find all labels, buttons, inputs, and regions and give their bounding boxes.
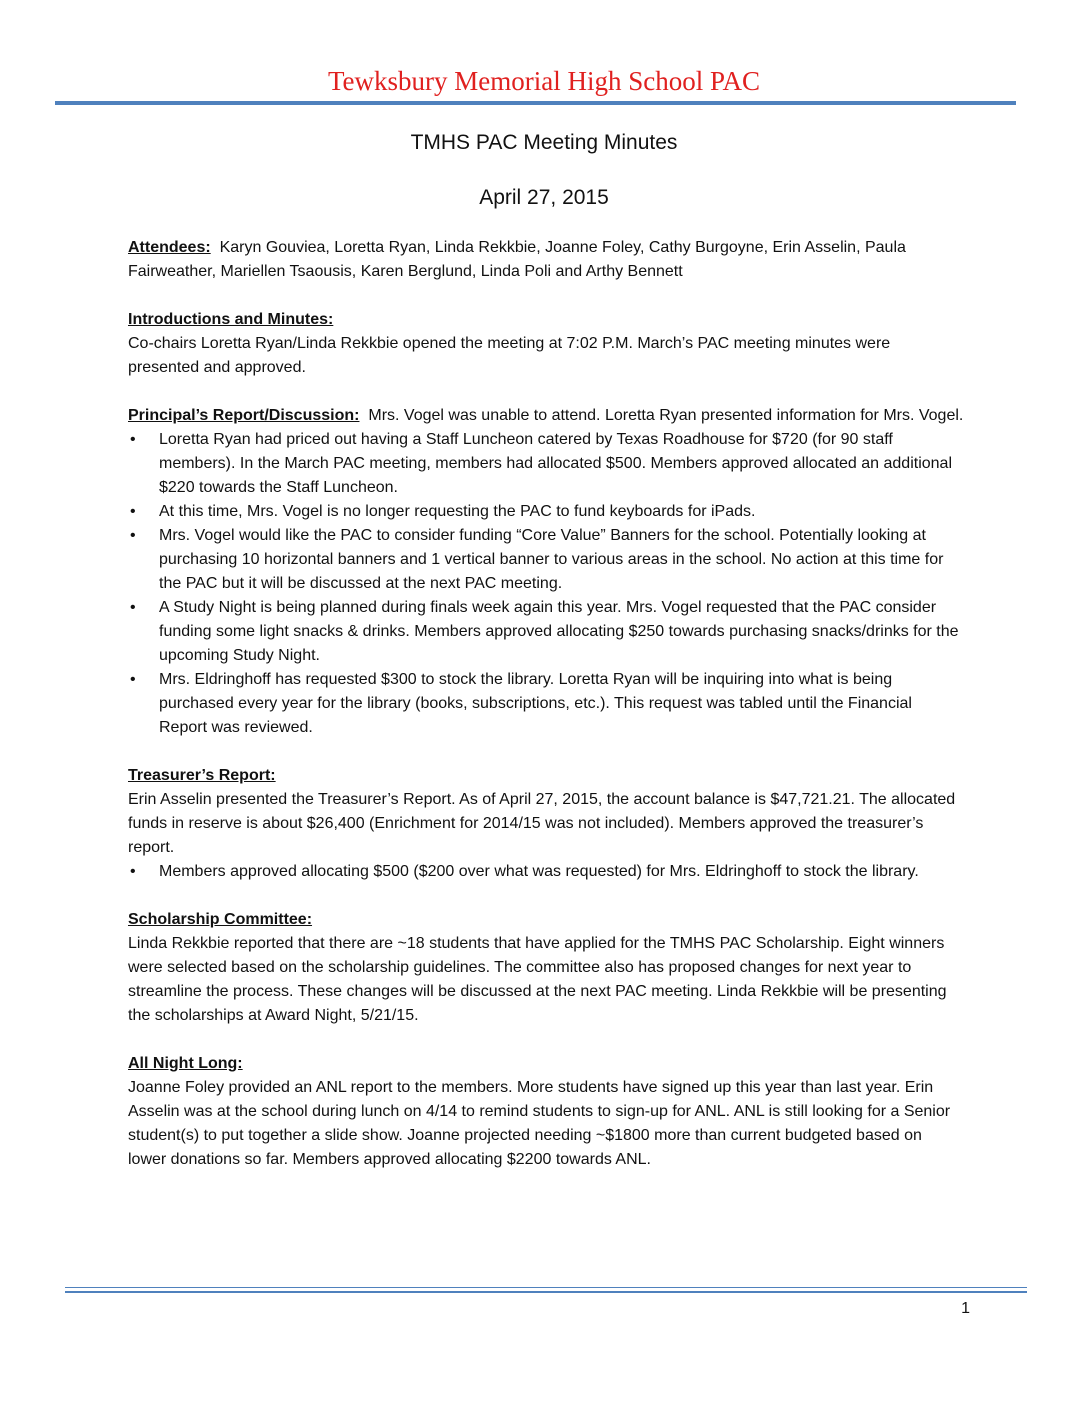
- footer-rule-bottom: [65, 1291, 1027, 1293]
- document-date: April 27, 2015: [479, 186, 609, 209]
- introductions-text: Co-chairs Loretta Ryan/Linda Rekkbie opened the meeting at 7:02 P.M. March’s PAC meeting minutes were presented and approved.: [128, 335, 891, 376]
- principal-bullet: • Mrs. Eldringhoff has requested $300 to stock the library. Loretta Ryan will be inquiring into what is being purchased every year for the library (books, subscriptions, etc.). This request was tabled until the Financial Report was reviewed.: [128, 668, 964, 740]
- principal-bullet: • A Study Night is being planned during finals week again this year. Mrs. Vogel requested that the PAC consider funding some light snacks & drinks. Members approved allocating $250 towards purchasing snacks/drinks for the upcoming Study Night.: [128, 596, 964, 668]
- introductions-heading: Introductions and Minutes:: [128, 311, 334, 328]
- principal-paragraph: [128, 404, 964, 428]
- document-title: TMHS PAC Meeting Minutes: [410, 131, 678, 154]
- principal-bullet: • Mrs. Vogel would like the PAC to consider funding “Core Value” Banners for the school. Potentially looking at purchasing 10 horizontal banners and 1 vertical banner to various areas in the school. No action at this time for the PAC but it will be discussed at the next PAC meeting.: [128, 524, 964, 596]
- treasurer-bullet: • Members approved allocating $500 ($200 over what was requested) for Mrs. Eldringhoff to stock the library.: [128, 860, 964, 884]
- scholarship-text: Linda Rekkbie reported that there are ~18 students that have applied for the TMHS PAC Scholarship. Eight winners were selected based on the scholarship guidelines. The committee also has proposed changes for next year to streamline the process. These changes will be discussed at the next PAC meeting. Linda Rekkbie will be presenting the scholarships at Award Night, 5/21/15.: [128, 935, 947, 1024]
- anl-heading: All Night Long:: [128, 1055, 243, 1072]
- principal-bullet: • At this time, Mrs. Vogel is no longer requesting the PAC to fund keyboards for iPads.: [128, 500, 964, 524]
- principal-heading: Principal’s Report/Discussion:: [128, 407, 360, 424]
- principal-section: [128, 404, 964, 740]
- header-rule: [55, 101, 1016, 105]
- page-number: 1: [961, 1300, 970, 1317]
- treasurer-bullet-list: [128, 860, 964, 884]
- treasurer-section: [128, 764, 964, 884]
- treasurer-heading: Treasurer’s Report:: [128, 767, 276, 784]
- attendees-section: [128, 236, 964, 284]
- anl-text: Joanne Foley provided an ANL report to the members. More students have signed up this year than last year. Erin Asselin was at the school during lunch on 4/14 to remind students to sign-up for ANL. ANL is still looking for a Senior student(s) to put together a slide show. Joanne projected needing ~$1800 more than current budgeted based on lower donations so far. Members approved allocating $2200 towards ANL.: [128, 1079, 951, 1168]
- footer-rule-top: [65, 1287, 1027, 1288]
- scholarship-heading: Scholarship Committee:: [128, 911, 313, 928]
- principal-bullet: • Loretta Ryan had priced out having a Staff Luncheon catered by Texas Roadhouse for $720 (for 90 staff members). In the March PAC meeting, members had allocated $500. Members approved allocated an additional $220 towards the Staff Luncheon.: [128, 428, 964, 500]
- treasurer-text: Erin Asselin presented the Treasurer’s Report. As of April 27, 2015, the account balance is $47,721.21. The allocated funds in reserve is about $26,400 (Enrichment for 2014/15 was not included). Members approved the treasurer’s report.: [128, 791, 956, 856]
- attendees-paragraph: [128, 236, 964, 284]
- anl-section: [128, 1052, 964, 1172]
- principal-text: Mrs. Vogel was unable to attend. Loretta Ryan presented information for Mrs. Vogel.: [368, 407, 964, 424]
- principal-bullet-list: [128, 428, 964, 740]
- attendees-label: Attendees:: [128, 239, 211, 256]
- minutes-body: [128, 236, 964, 1196]
- header-title: Tewksbury Memorial High School PAC: [327, 66, 761, 96]
- attendees-text: Karyn Gouviea, Loretta Ryan, Linda Rekkbie, Joanne Foley, Cathy Burgoyne, Erin Asselin, Paula Fairweather, Mariellen Tsaousis, Karen Berglund, Linda Poli and Arthy Bennett: [128, 239, 906, 280]
- scholarship-section: [128, 908, 964, 1028]
- introductions-section: [128, 308, 964, 380]
